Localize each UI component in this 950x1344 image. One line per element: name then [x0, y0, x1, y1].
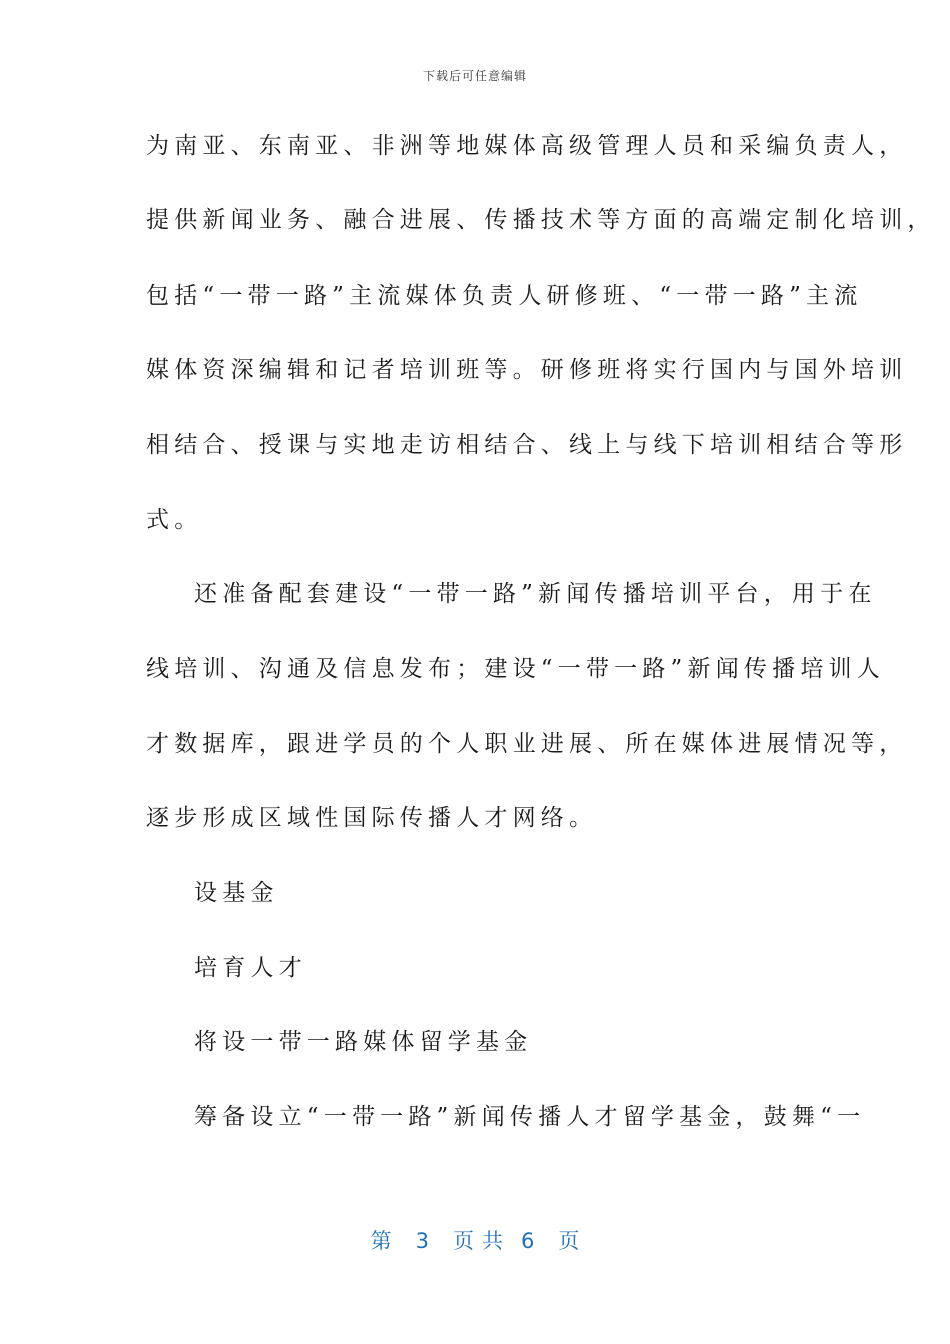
- footer-prefix: 第: [370, 1229, 392, 1253]
- footer-total-pages: 6: [521, 1229, 535, 1253]
- footer-middle: 页共: [453, 1229, 511, 1253]
- body-line-8: 线培训、沟通及信息发布；建设“一带一路”新闻传播培训人: [146, 656, 885, 682]
- footer-suffix: 页: [558, 1229, 580, 1253]
- body-line-4: 媒体资深编辑和记者培训班等。研修班将实行国内与国外培训: [146, 357, 908, 383]
- body-line-12: 培育人才: [194, 955, 307, 981]
- page-header-note: 下载后可任意编辑: [422, 69, 527, 83]
- body-line-1: 为南亚、东南亚、非洲等地媒体高级管理人员和采编负责人，: [146, 133, 908, 159]
- body-line-10: 逐步形成区域性国际传播人才网络。: [146, 805, 598, 831]
- footer-current-page: 3: [415, 1229, 429, 1253]
- body-line-2: 提供新闻业务、融合进展、传播技术等方面的高端定制化培训，: [146, 207, 936, 233]
- body-line-13: 将设一带一路媒体留学基金: [194, 1029, 533, 1055]
- body-line-11: 设基金: [194, 880, 279, 906]
- body-line-5: 相结合、授课与实地走访相结合、线上与线下培训相结合等形: [146, 432, 908, 458]
- body-line-6: 式。: [146, 507, 203, 533]
- body-line-3: 包括“一带一路”主流媒体负责人研修班、“一带一路”主流: [146, 283, 863, 309]
- body-line-9: 才数据库，跟进学员的个人职业进展、所在媒体进展情况等，: [146, 731, 908, 757]
- body-line-14: 筹备设立“一带一路”新闻传播人才留学基金，鼓舞“一: [194, 1104, 866, 1130]
- body-line-7: 还准备配套建设“一带一路”新闻传播培训平台，用于在: [194, 581, 877, 607]
- page-footer: [0, 1225, 950, 1255]
